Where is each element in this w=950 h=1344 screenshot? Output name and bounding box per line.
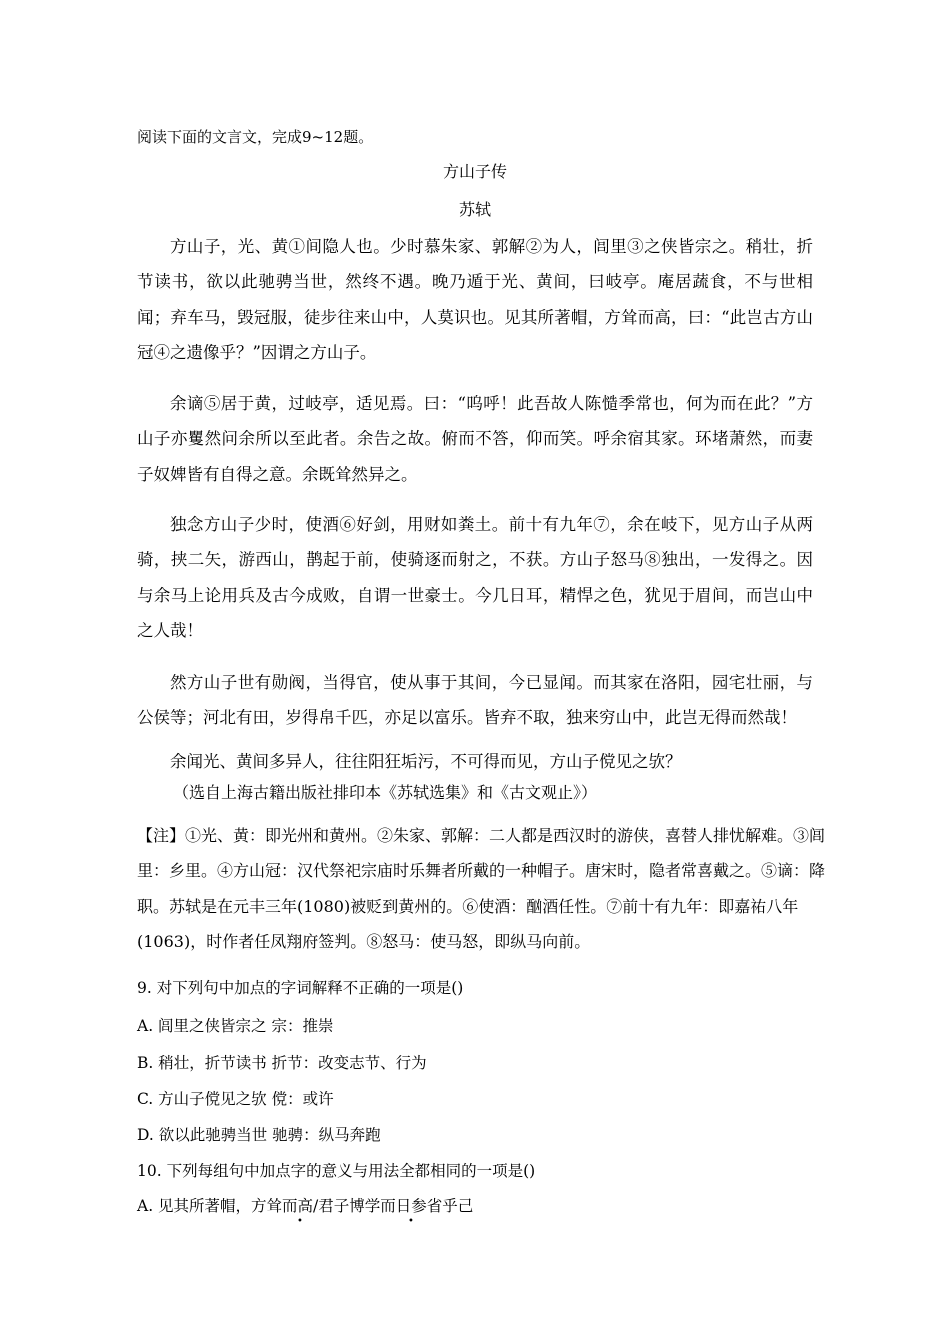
passage-paragraph-1: 方山子，光、黄①间隐人也。少时慕朱家、郭解②为人，闾里③之侠皆宗之。稍壮，折节读书，欲以此驰骋当世，然终不遇。晚乃遁于光、黄间，曰岐亭。庵居蔬食，不与世相闻；弃车马，毁冠服，徒步往来山中，人莫识也。见其所著帽，方耸而高，曰：“此岂古方山冠④之遗像乎？”因谓之方山子。 <box>137 237 813 363</box>
passage-paragraph-2: 余谪⑤居于黄，过岐亭，适见焉。曰：“呜呼！此吾故人陈慥季常也，何为而在此？”方山子亦矍然问余所以至此者。余告之故。俯而不答，仰而笑。呼余宿其家。环堵萧然，而妻子奴婢皆有自得之意。余既耸然异之。 <box>137 394 813 484</box>
question-9-stem: 9. 对下列句中加点的字词解释不正确的一项是() <box>137 979 464 997</box>
question-10-option-a: A. 见其所著帽，方耸而高/君子博学而日参省乎己 <box>137 1197 474 1215</box>
passage-paragraph-5: 余闻光、黄间多异人，往往阳狂垢污，不可得而见，方山子傥见之欤？ <box>170 752 682 771</box>
question-9-option-b: B. 稍壮，折节读书 折节：改变志节、行为 <box>137 1054 427 1072</box>
question-9-option-c: C. 方山子傥见之欤 傥：或许 <box>137 1090 334 1108</box>
instruction-text: 阅读下面的文言文，完成9~12题。 <box>137 128 374 146</box>
passage-paragraph-3: 独念方山子少时，使酒⑥好剑，用财如粪土。前十有九年⑦，余在岐下，见方山子从两骑，挟二矢，游西山，鹊起于前，使骑逐而射之，不获。方山子怒马⑧独出，一发得之。因与余马上论用兵及古今成败，自谓一世豪士。今几日耳，精悍之色，犹见于眉间，而岂山中之人哉！ <box>137 515 813 641</box>
passage-title: 方山子传 <box>442 162 507 181</box>
emphasis-dot-2: • <box>408 1216 414 1227</box>
passage-source: （选自上海古籍出版社排印本《苏轼选集》和《古文观止》） <box>173 783 598 802</box>
passage-author: 苏轼 <box>458 200 491 219</box>
question-10-stem: 10. 下列每组句中加点字的意义与用法全都相同的一项是() <box>137 1162 536 1180</box>
emphasis-dot-1: • <box>297 1216 303 1227</box>
passage-paragraph-4: 然方山子世有勋阀，当得官，使从事于其间，今已显闻。而其家在洛阳，园宅壮丽，与公侯等；河北有田，岁得帛千匹，亦足以富乐。皆弃不取，独来穷山中，此岂无得而然哉！ <box>137 673 813 728</box>
question-9-option-a: A. 闾里之侠皆宗之 宗：推崇 <box>137 1017 334 1035</box>
question-9-option-d: D. 欲以此驰骋当世 驰骋：纵马奔跑 <box>137 1126 381 1144</box>
annotation-notes: 【注】①光、黄：即光州和黄州。②朱家、郭解：二人都是西汉时的游侠，喜替人排忧解难。③闾里：乡里。④方山冠：汉代祭祀宗庙时乐舞者所戴的一种帽子。唐宋时，隐者常喜戴之。⑤谪：降职。苏轼是在元丰三年(1080)被贬到黄州的。⑥使酒：酗酒任性。⑦前十有九年：即嘉祐八年(1063)，时作者任凤翔府签判。⑧怒马：使马怒，即纵马向前。 <box>137 826 826 952</box>
